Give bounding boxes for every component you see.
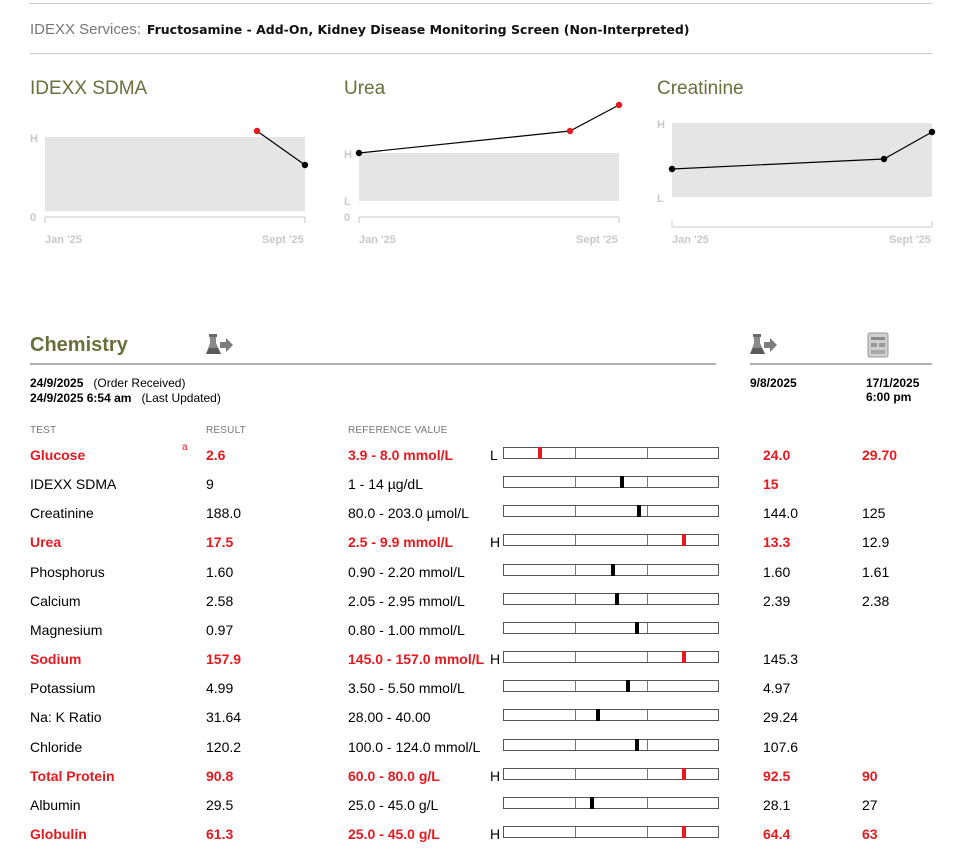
history-value-1: 4.97 (763, 680, 791, 697)
test-name: Calcium (30, 592, 81, 609)
history-value-1: 28.1 (763, 796, 791, 813)
y-tick-label: H (30, 133, 38, 145)
gauge-divider (575, 769, 576, 779)
history-value-2: 29.70 (862, 447, 898, 463)
reference-range: 25.0 - 45.0 g/L (348, 796, 439, 813)
table-row[interactable] (0, 505, 958, 534)
gauge-divider (575, 535, 576, 545)
report-icon[interactable] (866, 332, 890, 358)
table-row[interactable] (0, 826, 958, 855)
history-date-2: 17/1/2025 6:00 pm (866, 376, 920, 404)
data-point (567, 128, 573, 134)
creatinine-chart-svg (657, 75, 957, 250)
history-value-2: 125 (862, 505, 886, 522)
gauge-divider (575, 448, 576, 458)
table-row[interactable] (0, 564, 958, 593)
result-value: 0.97 (206, 621, 234, 638)
result-value: 188.0 (206, 505, 242, 522)
gauge-divider (647, 477, 648, 487)
gauge-marker (682, 768, 686, 780)
history-value-2: 63 (862, 825, 878, 842)
table-row[interactable] (0, 709, 958, 738)
table-row[interactable] (0, 739, 958, 768)
test-name: Potassium (30, 680, 96, 697)
chart-title: Creatinine (657, 78, 744, 99)
gauge-divider (647, 798, 648, 808)
history-value-2: 12.9 (862, 534, 890, 551)
range-flag: H (490, 767, 501, 784)
data-point (669, 166, 675, 172)
history-value-1: 144.0 (763, 505, 799, 522)
services-value: Fructosamine - Add-On, Kidney Disease Monitoring Screen (Non-Interpreted) (146, 22, 690, 37)
gauge-divider (647, 594, 648, 604)
test-name: Albumin (30, 796, 81, 813)
result-value: 4.99 (206, 680, 234, 697)
reference-band (672, 123, 932, 197)
series-line (359, 105, 619, 153)
gauge-marker (626, 680, 630, 692)
gauge-divider (575, 565, 576, 575)
history-value-1: 145.3 (763, 651, 799, 668)
table-row[interactable] (0, 593, 958, 622)
table-row[interactable] (0, 680, 958, 709)
table-row[interactable] (0, 768, 958, 797)
result-value: 157.9 (206, 651, 242, 668)
test-name: IDEXX SDMA (30, 476, 117, 493)
gauge-divider (647, 535, 648, 545)
range-gauge (503, 651, 719, 663)
section-title: Chemistry (30, 334, 128, 356)
range-gauge (503, 797, 719, 809)
range-flag: L (490, 447, 498, 463)
history-value-1: 107.6 (763, 738, 799, 755)
result-value: 29.5 (206, 796, 234, 813)
gauge-marker (682, 826, 686, 838)
trend-chart-urea[interactable] (344, 75, 644, 250)
gauge-divider (647, 681, 648, 691)
test-name: Creatinine (30, 505, 94, 522)
last-updated: 24/9/2025 6:54 am (Last Updated) (30, 391, 221, 405)
reference-range: 2.5 - 9.9 mmol/L (348, 534, 454, 551)
test-name: Total Protein (30, 767, 115, 784)
history-value-1: 1.60 (763, 563, 791, 580)
test-name: Sodium (30, 651, 82, 668)
table-row[interactable] (0, 651, 958, 680)
gauge-marker (538, 447, 542, 459)
gauge-marker (635, 739, 639, 751)
gauge-divider (575, 827, 576, 837)
chemistry-divider-history (750, 363, 932, 365)
y-tick-label: 0 (344, 212, 351, 224)
result-value: 2.6 (206, 447, 226, 463)
reference-range: 1 - 14 µg/dL (348, 476, 424, 493)
test-name: Phosphorus (30, 563, 105, 580)
range-gauge (503, 768, 719, 780)
flask-icon[interactable] (206, 333, 234, 357)
result-value: 31.64 (206, 709, 242, 726)
x-tick-label: Sept '25 (576, 234, 618, 246)
history-value-2: 2.38 (862, 592, 890, 609)
test-name: Urea (30, 534, 62, 551)
chart-title: IDEXX SDMA (30, 78, 148, 99)
data-point (254, 128, 260, 134)
reference-band (359, 153, 619, 201)
gauge-divider (575, 623, 576, 633)
range-gauge (503, 564, 719, 576)
gauge-divider (647, 623, 648, 633)
gauge-marker (620, 476, 624, 488)
history-value-1: 13.3 (763, 534, 791, 551)
table-row[interactable] (0, 442, 958, 476)
range-gauge (503, 709, 719, 721)
reference-range: 28.00 - 40.00 (348, 709, 431, 726)
y-tick-label: L (657, 193, 664, 205)
table-row[interactable] (0, 534, 958, 563)
history-value-1: 29.24 (763, 709, 799, 726)
gauge-divider (647, 565, 648, 575)
test-name: Na: K Ratio (30, 709, 102, 726)
top-divider (30, 3, 932, 4)
gauge-divider (647, 827, 648, 837)
test-name: Globulin (30, 825, 87, 842)
range-gauge (503, 447, 719, 459)
y-tick-label: L (344, 196, 351, 208)
gauge-marker (682, 651, 686, 663)
gauge-divider (575, 740, 576, 750)
reference-range: 60.0 - 80.0 g/L (348, 767, 440, 784)
x-tick-label: Jan '25 (45, 234, 82, 246)
history-date-1: 9/8/2025 (750, 376, 797, 390)
range-flag: H (490, 534, 501, 551)
gauge-divider (647, 740, 648, 750)
gauge-divider (575, 681, 576, 691)
gauge-marker (637, 505, 641, 517)
gauge-divider (575, 477, 576, 487)
trend-chart-creatinine[interactable] (657, 75, 957, 250)
services-line (30, 21, 690, 38)
gauge-divider (575, 798, 576, 808)
reference-range: 145.0 - 157.0 mmol/L (348, 651, 485, 668)
sdma-chart-svg (30, 75, 330, 250)
x-tick-label: Sept '25 (262, 234, 304, 246)
services-divider (30, 53, 932, 54)
history-value-1: 92.5 (763, 767, 791, 784)
y-tick-label: H (344, 149, 352, 161)
reference-band (45, 137, 305, 211)
range-flag: H (490, 651, 501, 668)
reference-range: 0.90 - 2.20 mmol/L (348, 563, 465, 580)
reference-range: 2.05 - 2.95 mmol/L (348, 592, 465, 609)
chemistry-divider-main (30, 363, 716, 365)
range-gauge (503, 826, 719, 838)
reference-range: 80.0 - 203.0 µmol/L (348, 505, 469, 522)
history-value-1: 64.4 (763, 825, 791, 842)
gauge-marker (615, 593, 619, 605)
reference-range: 25.0 - 45.0 g/L (348, 825, 440, 842)
gauge-divider (647, 506, 648, 516)
x-tick-label: Jan '25 (359, 234, 396, 246)
range-gauge (503, 505, 719, 517)
range-flag: H (490, 825, 501, 842)
gauge-marker (596, 709, 600, 721)
history-value-1: 15 (763, 476, 779, 493)
gauge-divider (575, 710, 576, 720)
table-row[interactable] (0, 622, 958, 651)
gauge-marker (611, 564, 615, 576)
test-name: Glucose (30, 447, 86, 463)
x-tick-label: Sept '25 (889, 234, 931, 246)
data-point (881, 156, 887, 162)
order-received: 24/9/2025 (Order Received) (30, 376, 186, 390)
gauge-divider (647, 448, 648, 458)
footnote-marker: a (182, 442, 188, 453)
history-value-2: 27 (862, 796, 878, 813)
history-value-1: 2.39 (763, 592, 791, 609)
y-tick-label: 0 (30, 212, 37, 224)
trend-chart-sdma[interactable] (30, 75, 330, 250)
result-value: 61.3 (206, 825, 234, 842)
data-point (929, 129, 935, 135)
col-header-test: TEST (30, 425, 57, 436)
reference-range: 3.9 - 8.0 mmol/L (348, 447, 454, 463)
table-row[interactable] (0, 797, 958, 826)
result-value: 2.58 (206, 592, 234, 609)
col-header-result: RESULT (206, 425, 246, 436)
result-value: 9 (206, 476, 214, 493)
range-gauge (503, 534, 719, 546)
result-value: 1.60 (206, 563, 234, 580)
data-point (302, 162, 308, 168)
range-gauge (503, 593, 719, 605)
range-gauge (503, 622, 719, 634)
x-tick-label: Jan '25 (672, 234, 709, 246)
result-value: 17.5 (206, 534, 234, 551)
data-point (356, 150, 362, 156)
range-gauge (503, 739, 719, 751)
table-row[interactable] (0, 476, 958, 505)
gauge-divider (575, 652, 576, 662)
result-value: 90.8 (206, 767, 234, 784)
services-label: IDEXX Services: (30, 21, 141, 38)
reference-range: 100.0 - 124.0 mmol/L (348, 738, 481, 755)
history-value-2: 1.61 (862, 563, 890, 580)
y-tick-label: H (657, 119, 665, 131)
flask-icon[interactable] (750, 333, 778, 357)
data-point (616, 102, 622, 108)
gauge-divider (647, 652, 648, 662)
gauge-divider (647, 769, 648, 779)
gauge-divider (647, 710, 648, 720)
gauge-marker (682, 534, 686, 546)
urea-chart-svg (344, 75, 644, 250)
history-value-2: 90 (862, 767, 878, 784)
gauge-marker (635, 622, 639, 634)
test-name: Chloride (30, 738, 83, 755)
gauge-divider (575, 594, 576, 604)
range-gauge (503, 476, 719, 488)
result-value: 120.2 (206, 738, 242, 755)
gauge-divider (575, 506, 576, 516)
reference-range: 3.50 - 5.50 mmol/L (348, 680, 465, 697)
test-name: Magnesium (30, 621, 103, 638)
range-gauge (503, 680, 719, 692)
col-header-reference: REFERENCE VALUE (348, 425, 448, 436)
gauge-marker (590, 797, 594, 809)
reference-range: 0.80 - 1.00 mmol/L (348, 621, 465, 638)
chart-title: Urea (344, 78, 386, 99)
history-value-1: 24.0 (763, 447, 791, 463)
